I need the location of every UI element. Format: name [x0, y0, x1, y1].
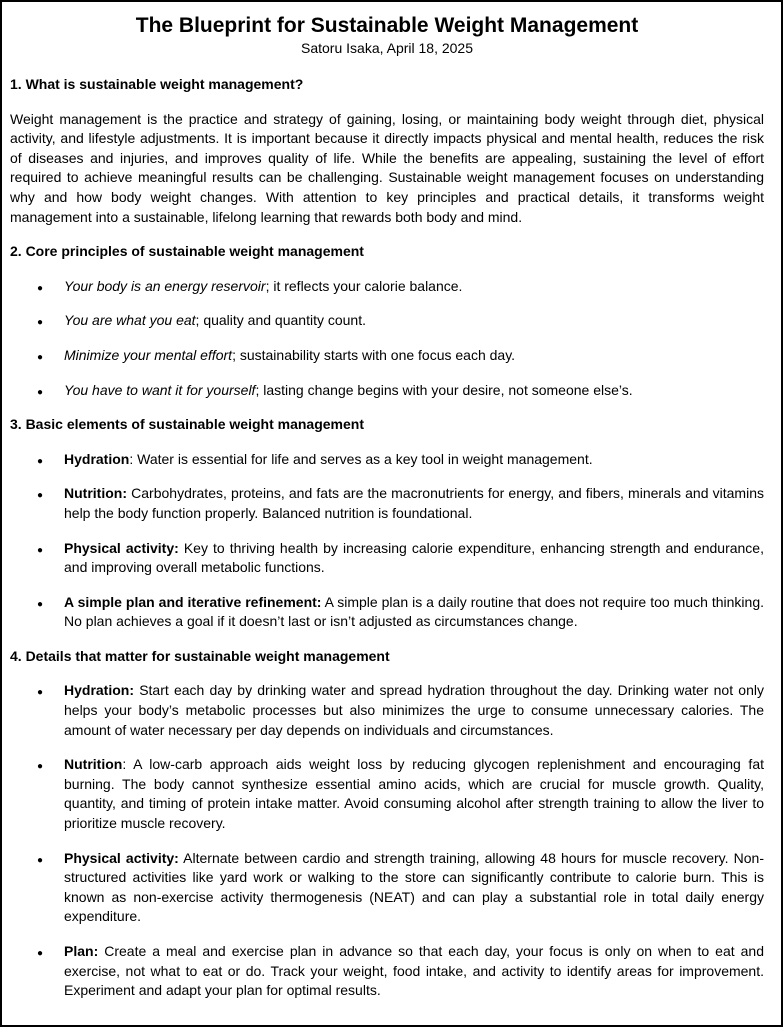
- item-text: ; it reflects your calorie balance.: [265, 277, 463, 294]
- section-2-heading: 2. Core principles of sustainable weight management: [10, 243, 364, 260]
- section-3-heading: 3. Basic elements of sustainable weight management: [10, 416, 364, 433]
- list-item: [10, 849, 764, 927]
- list-item: [10, 942, 764, 1001]
- list-item: [10, 593, 764, 632]
- item-lead: A simple plan and iterative refinement:: [64, 593, 322, 610]
- item-lead: You are what you eat: [64, 312, 196, 329]
- bullet-icon: [37, 484, 43, 506]
- item-text: Create a meal and exercise plan in advance so that each day, your focus is only on when to eat and exercise, not what to eat or do. Track your weight, food intake, and activity to identify areas for improvement. Experiment and adapt your plan for optimal results.: [64, 943, 764, 999]
- item-lead: Minimize your mental effort: [64, 346, 233, 363]
- list-item: [10, 381, 764, 401]
- bullet-icon: [37, 311, 43, 333]
- item-lead: Hydration:: [64, 682, 134, 699]
- section-4: [10, 647, 764, 1001]
- item-text: ; sustainability starts with one focus each day.: [232, 346, 516, 363]
- item-lead: Hydration: [64, 450, 130, 467]
- list-item: [10, 311, 764, 331]
- section-2: [10, 242, 764, 400]
- item-lead: Nutrition: [64, 756, 123, 773]
- section-1-paragraph: Weight management is the practice and strategy of gaining, losing, or maintaining body weight through diet, physical activity, and lifestyle adjustments. It is important because it directly impacts physical and mental health, reduces the risk of diseases and injuries, and improves quality of life. While the benefits are appealing, sustaining the level of effort required to achieve meaningful results can be challenging. Sustainable weight management focuses on understanding why and how body weight changes. With attention to key principles and practical details, it transforms weight management into a sustainable, lifelong learning that rewards both body and mind.: [10, 110, 764, 225]
- item-text: : Water is essential for life and serves as a key tool in weight management.: [129, 450, 593, 467]
- item-text: Carbohydrates, proteins, and fats are the macronutrients for energy, and fibers, minerals and vitamins help the body function properly. Balanced nutrition is foundational.: [64, 485, 764, 521]
- item-text: ; quality and quantity count.: [195, 312, 366, 329]
- item-lead: Nutrition:: [64, 485, 127, 502]
- item-text: A simple plan is a daily routine that does not require too much thinking. No plan achieves a goal if it doesn’t last or isn’t adjusted as circumstances change.: [64, 593, 764, 630]
- list-item: [10, 277, 764, 297]
- item-lead: Physical activity:: [64, 539, 179, 556]
- bullet-icon: [37, 450, 43, 472]
- item-text: Start each day by drinking water and spread hydration throughout the day. Drinking water not only helps your body’s metabolic processes but also minimizes the urge to consume unnecessary calories. The amount of water necessary per day depends on individuals and circumstances.: [64, 682, 764, 738]
- principles-list: [10, 277, 764, 400]
- item-text: Alternate between cardio and strength training, allowing 48 hours for muscle recovery. Non-structured activities like yard work or walking to the store can significantly contribute to calorie burn. This is known as non-exercise activity thermogenesis (NEAT) and can play a substantial role in total daily energy expenditure.: [64, 849, 764, 925]
- list-item: [10, 346, 764, 366]
- bullet-icon: [37, 381, 43, 403]
- bullet-icon: [37, 593, 43, 615]
- list-item: [10, 681, 764, 740]
- item-text: : A low-carb approach aids weight loss by reducing glycogen replenishment and encouraging fat burning. The body cannot synthesize essential amino acids, which are crucial for muscle growth. Quality, quantity, and timing of protein intake matter. Avoid consuming alcohol after strength training to allow the liver to prioritize muscle recovery.: [64, 756, 764, 832]
- document-title: The Blueprint for Sustainable Weight Management: [135, 14, 639, 37]
- list-item: [10, 539, 764, 578]
- bullet-icon: [37, 277, 43, 299]
- list-item: [10, 755, 764, 833]
- bullet-icon: [37, 681, 43, 703]
- bullet-icon: [37, 755, 43, 777]
- bullet-icon: [37, 942, 43, 964]
- bullet-icon: [37, 849, 43, 871]
- bullet-icon: [37, 346, 43, 368]
- item-lead: Plan:: [64, 943, 99, 959]
- author-date: Satoru Isaka, April 18, 2025: [301, 40, 473, 56]
- section-3: [10, 415, 764, 632]
- item-lead: Physical activity:: [64, 849, 179, 866]
- item-lead: Your body is an energy reservoir: [64, 277, 266, 294]
- elements-list: [10, 450, 764, 632]
- item-text: Key to thriving health by increasing calorie expenditure, enhancing strength and endurance, and improving overall metabolic functions.: [64, 539, 764, 576]
- item-text: ; lasting change begins with your desire, not someone else’s.: [255, 381, 633, 398]
- list-item: [10, 450, 764, 470]
- details-list: [10, 681, 764, 1000]
- bullet-icon: [37, 539, 43, 561]
- list-item: [10, 484, 764, 523]
- section-1: [10, 75, 764, 227]
- section-4-heading: 4. Details that matter for sustainable weight management: [10, 647, 390, 664]
- section-1-heading: 1. What is sustainable weight management?: [10, 76, 304, 92]
- item-lead: You have to want it for yourself: [64, 381, 256, 398]
